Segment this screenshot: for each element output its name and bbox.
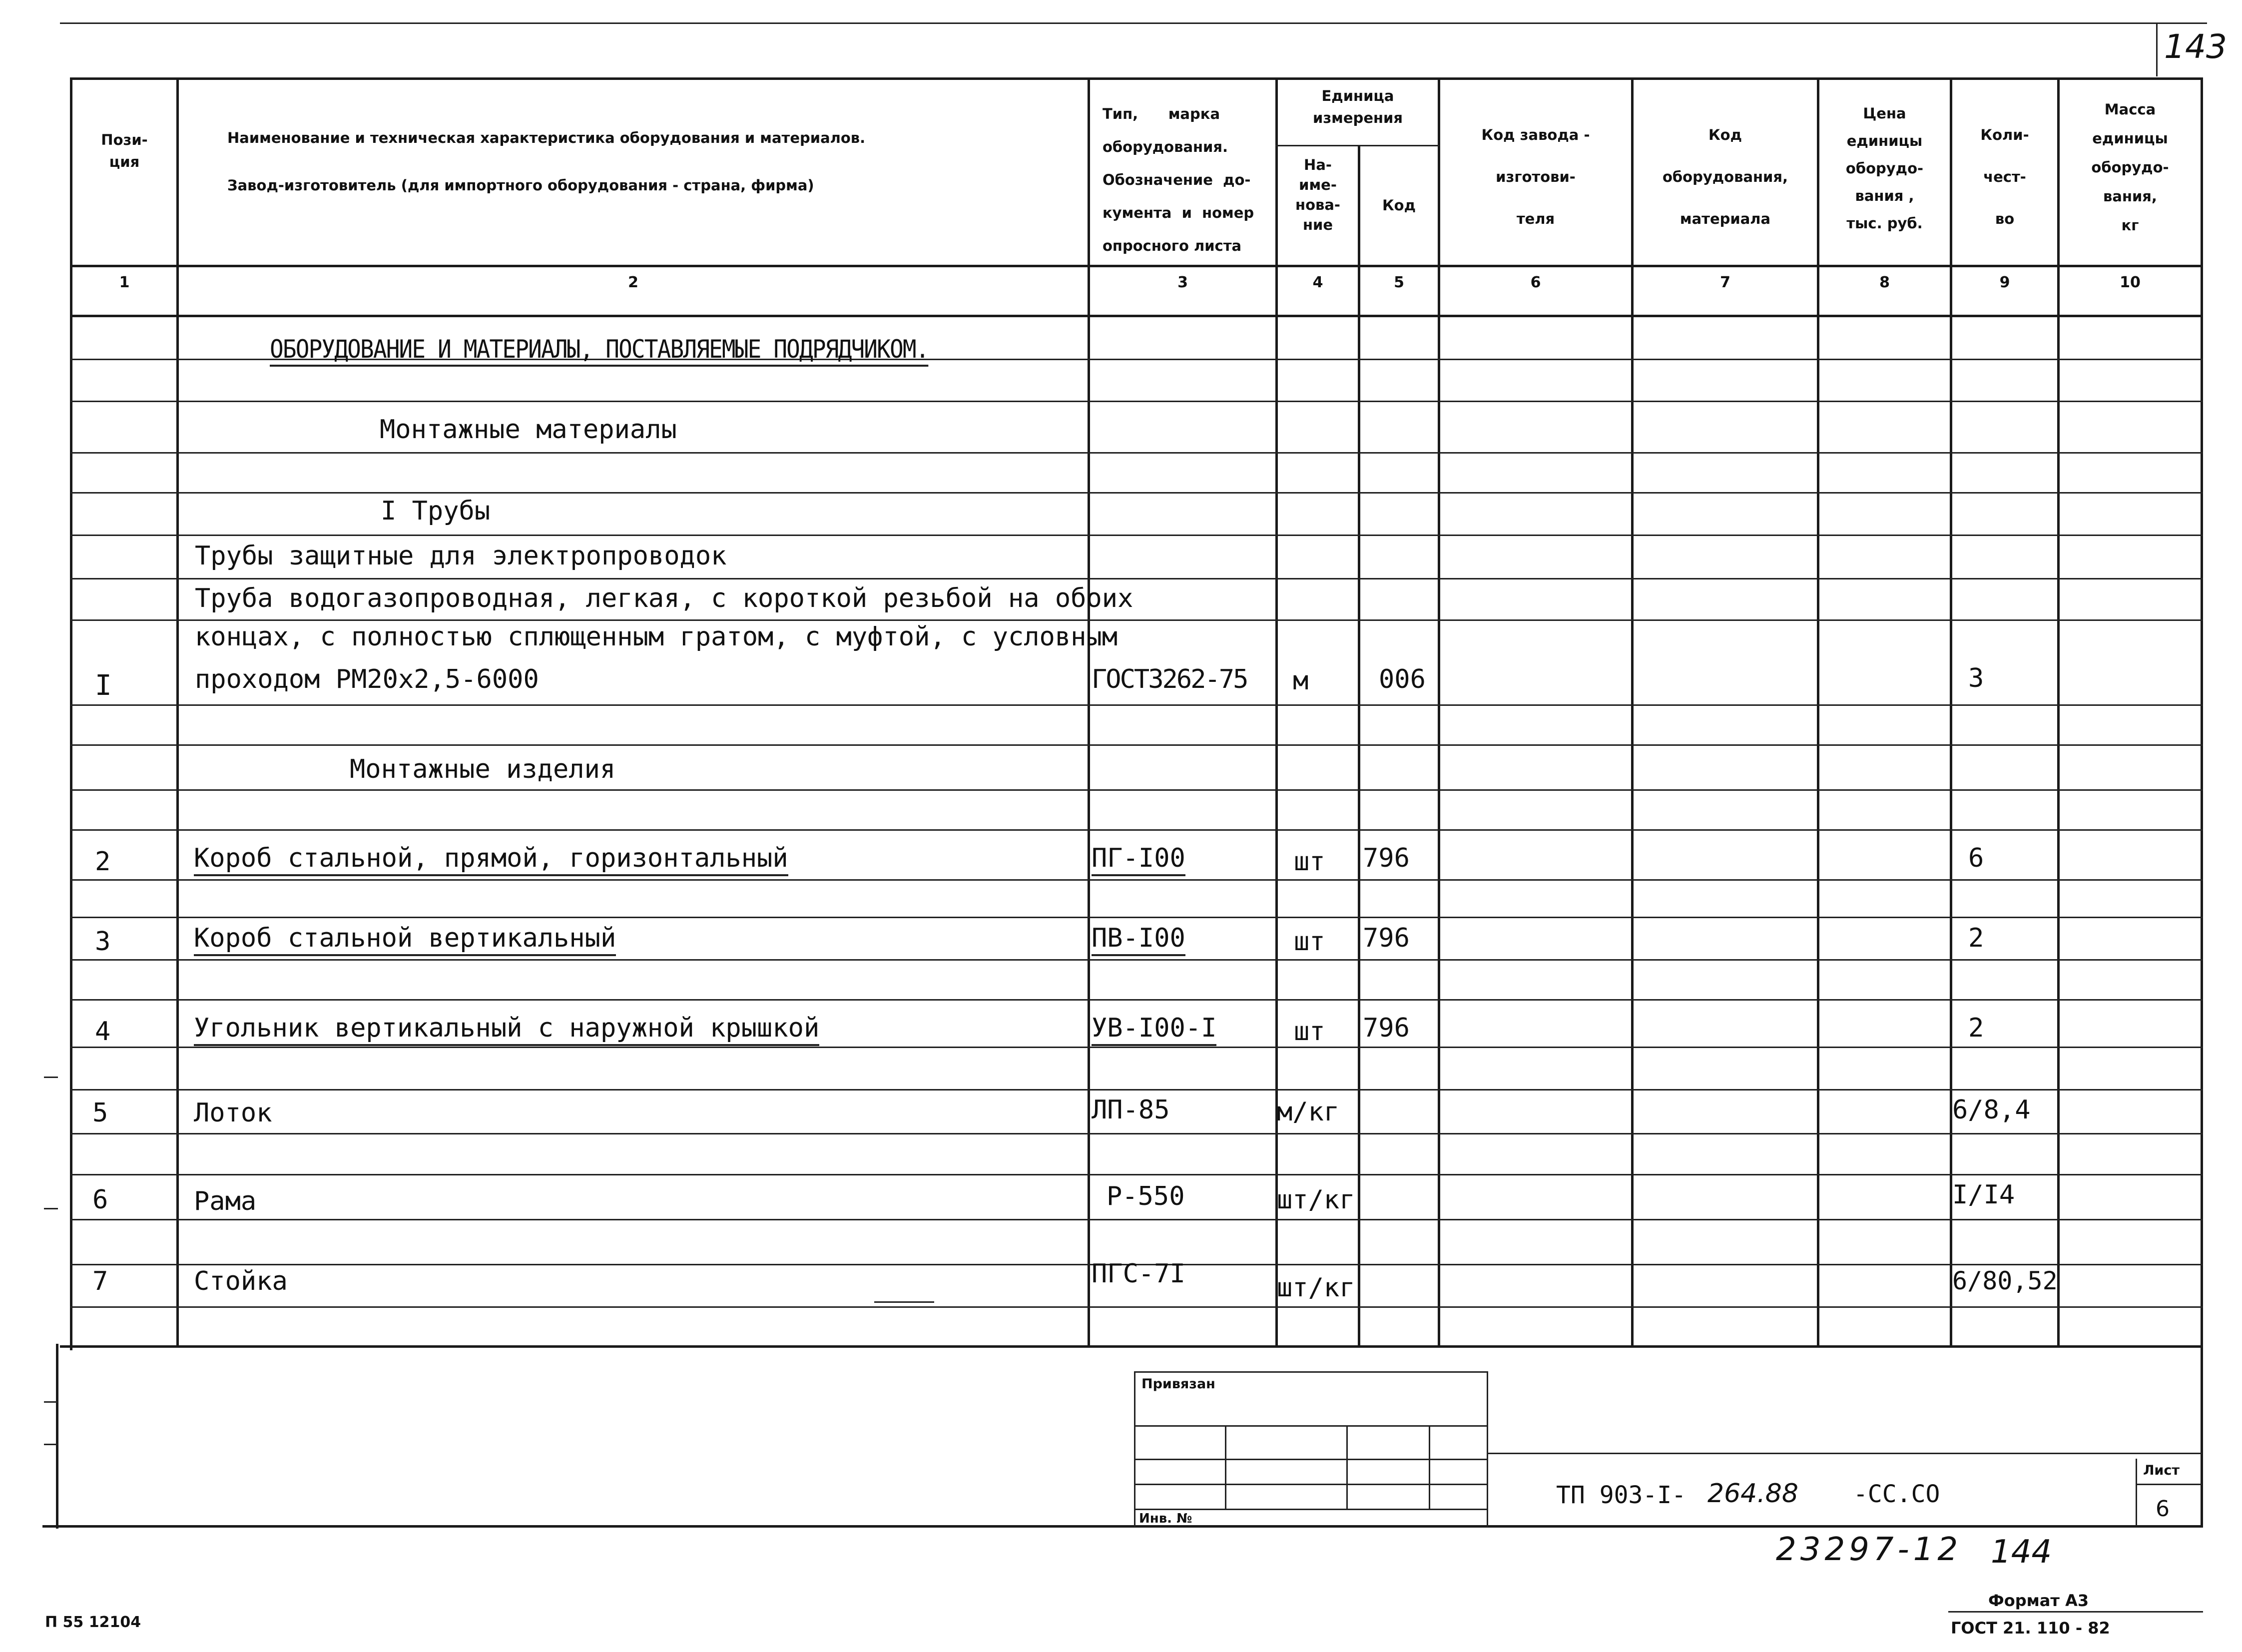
item-5-type: ЛП-85	[1092, 1095, 1170, 1125]
row-line	[70, 1219, 2203, 1220]
stamp-row-line	[1134, 1509, 1488, 1510]
item-1-quantity: 3	[1968, 663, 1984, 693]
col-line-7	[1817, 77, 1819, 1346]
item-7-name: Стойка	[194, 1266, 288, 1296]
header-price: Цена единицы оборудо- вания , тыс. руб.	[1845, 105, 1924, 232]
stamp-col-line	[1225, 1425, 1226, 1509]
stamp-left	[1134, 1371, 1135, 1527]
row-line	[70, 789, 2203, 791]
item-3-position: 3	[95, 927, 111, 957]
page-box-left	[2156, 22, 2158, 76]
header-name-line2: Завод-изготовитель (для импортного оборудования - страна, фирма)	[227, 177, 814, 194]
row-line	[70, 401, 2203, 402]
item-4-quantity: 2	[1968, 1013, 1984, 1043]
item-4-name: Угольник вертикальный с наружной крышкой	[194, 1013, 819, 1046]
header-bottom-border	[70, 265, 2203, 267]
item-5-name: Лоток	[194, 1098, 272, 1128]
col-line-10	[2201, 77, 2203, 1526]
col-line-9	[2057, 77, 2060, 1346]
header-unit-code: Код	[1382, 197, 1416, 214]
item-7-quantity: 6/80,52	[1952, 1266, 2058, 1295]
row-line	[70, 1306, 2203, 1308]
item-3-unit: шт	[1294, 927, 1325, 957]
item-4-position: 4	[95, 1017, 111, 1047]
item-1-position: I	[95, 669, 112, 702]
item-1-code: 006	[1379, 664, 1426, 694]
col-line-0	[70, 77, 72, 1350]
item-2-name: Короб стальной, прямой, горизонтальный	[194, 843, 788, 876]
col-line-1	[176, 77, 179, 1346]
top-border-line	[60, 22, 2207, 24]
frame-bottom	[42, 1525, 2203, 1528]
item-2-unit: шт	[1294, 847, 1325, 877]
stamp-row-line	[1134, 1459, 1488, 1460]
col-line-5	[1438, 77, 1440, 1346]
stamp-top	[1134, 1371, 1488, 1373]
row-line	[70, 829, 2203, 831]
margin-tick	[44, 1401, 58, 1403]
column-number: 8	[1879, 274, 1890, 291]
row-line	[70, 1133, 2203, 1134]
row-line	[70, 452, 2203, 454]
sheet-box-divider	[2136, 1484, 2202, 1485]
header-position: Пози- ция	[101, 131, 148, 170]
row-line	[70, 619, 2203, 621]
unit-group-divider	[1275, 145, 1440, 146]
margin-tick	[44, 1444, 58, 1445]
col-line-8	[1950, 77, 1952, 1346]
column-number: 6	[1530, 274, 1541, 291]
doc-code-handwritten: 264.88	[1707, 1479, 1798, 1509]
doc-code: ТП 903-I-	[1556, 1481, 1686, 1509]
row-line	[70, 1047, 2203, 1048]
column-number: 3	[1177, 274, 1188, 291]
item-6-unit: шт/кг	[1277, 1185, 1355, 1215]
section-pipes-sub: Трубы защитные для электропроводок	[195, 541, 727, 571]
item-7-position: 7	[92, 1266, 108, 1296]
stamp-col-line	[1429, 1425, 1430, 1509]
row-line	[70, 744, 2203, 746]
header-quantity: Коли- чест- во	[1980, 126, 2029, 227]
column-number: 10	[2120, 274, 2141, 291]
item-6-name: Рама	[194, 1186, 257, 1216]
stamp-bound-label: Привязан	[1141, 1376, 1215, 1392]
sheet-number: 6	[2156, 1496, 2170, 1522]
row-line	[70, 1174, 2203, 1175]
item-6-type: Р-550	[1107, 1181, 1185, 1211]
page-number-top: 143	[2164, 27, 2227, 66]
item-3-code: 796	[1363, 923, 1410, 953]
header-manufacturer-code: Код завода - изготови- теля	[1481, 126, 1590, 227]
item-4-type: УВ-I00-I	[1092, 1013, 1216, 1046]
title-block-top	[1487, 1453, 2202, 1454]
column-number: 1	[119, 274, 130, 291]
row-line	[70, 535, 2203, 536]
header-unit-group: Единица измерения	[1313, 87, 1403, 126]
header-name-line1: Наименование и техническая характеристика оборудования и материалов.	[227, 129, 866, 146]
item-1-desc-line1: Труба водогазопроводная, легкая, с короткой резьбой на обоих	[195, 583, 1133, 613]
row-line	[70, 1089, 2203, 1091]
item-2-code: 796	[1363, 843, 1410, 873]
gost-label: ГОСТ 21. 110 - 82	[1951, 1619, 2110, 1638]
row-line	[70, 917, 2203, 918]
column-number: 9	[1999, 274, 2010, 291]
section-materials: Монтажные материалы	[380, 415, 677, 445]
item-3-type: ПВ-I00	[1092, 923, 1185, 956]
item-5-position: 5	[92, 1098, 108, 1128]
sheet-label: Лист	[2143, 1463, 2180, 1478]
footer-line	[1948, 1611, 2203, 1613]
table-top-border	[70, 77, 2203, 80]
item-3-name: Короб стальной вертикальный	[194, 923, 616, 956]
handwritten-page: 144	[1991, 1534, 2052, 1571]
stamp-inventory-label: Инв. №	[1139, 1511, 1192, 1526]
item-7-unit: шт/кг	[1277, 1273, 1355, 1303]
item-6-quantity: I/I4	[1952, 1180, 2015, 1210]
item-3-quantity: 2	[1968, 923, 1984, 953]
item-7-type: ПГС-7I	[1092, 1259, 1185, 1289]
col-line-2	[1088, 77, 1090, 1346]
doc-suffix: -СС.СО	[1853, 1480, 1940, 1508]
stamp-row-line	[1134, 1484, 1488, 1485]
item-1-unit: м	[1293, 666, 1309, 696]
header-equipment-code: Код оборудования, материала	[1662, 126, 1788, 227]
item-4-code: 796	[1363, 1013, 1410, 1043]
col-line-3	[1275, 77, 1278, 1346]
dash-mark	[874, 1301, 934, 1303]
margin-tick	[44, 1077, 58, 1078]
item-1-desc-line3: проходом РМ20х2,5-6000	[195, 664, 539, 694]
sheet-box-left	[2136, 1459, 2137, 1526]
number-row-bottom-border	[70, 315, 2203, 317]
row-line	[70, 578, 2203, 579]
section-pipes: I Трубы	[381, 496, 491, 526]
item-4-unit: шт	[1294, 1017, 1325, 1047]
stamp-col-line	[1346, 1425, 1348, 1509]
row-line	[70, 959, 2203, 961]
section-main-title: ОБОРУДОВАНИЕ И МАТЕРИАЛЫ, ПОСТАВЛЯЕМЫЕ ПОДРЯДЧИКОМ.	[270, 335, 929, 367]
item-1-type: ГОСТ3262-75	[1092, 664, 1247, 694]
header-mass: Масса единицы оборудо- вания, кг	[2091, 101, 2169, 234]
section-products: Монтажные изделия	[350, 754, 616, 784]
margin-tick	[44, 1208, 58, 1209]
frame-left-lower	[56, 1344, 58, 1529]
header-type: Тип, марка оборудования. Обозначение до- кумента и номер опросного листа	[1103, 105, 1254, 254]
row-line	[70, 879, 2203, 881]
item-5-quantity: 6/8,4	[1952, 1095, 2031, 1125]
column-number: 2	[628, 274, 638, 291]
item-1-desc-line2: концах, с полностью сплющенным гратом, с муфтой, с условным	[195, 622, 1118, 652]
row-line	[70, 492, 2203, 494]
item-2-position: 2	[95, 847, 111, 877]
stamp-row-line	[1134, 1425, 1488, 1427]
item-6-position: 6	[92, 1185, 108, 1215]
item-2-type: ПГ-I00	[1092, 843, 1185, 876]
footer-left-code: П 55 12104	[45, 1614, 141, 1631]
table-bottom-border	[60, 1345, 2203, 1348]
handwritten-number: 23297-12	[1776, 1531, 1962, 1568]
header-unit-name: На- име- нова- ние	[1295, 156, 1340, 233]
row-line	[70, 704, 2203, 706]
row-line	[70, 999, 2203, 1001]
item-2-quantity: 6	[1968, 843, 1984, 873]
col-line-6	[1631, 77, 1634, 1346]
item-5-unit: м/кг	[1277, 1097, 1340, 1127]
column-number: 7	[1720, 274, 1730, 291]
format-label: Формат А3	[1988, 1591, 2089, 1610]
column-number: 4	[1312, 274, 1323, 291]
column-number: 5	[1394, 274, 1404, 291]
stamp-right	[1487, 1371, 1488, 1527]
